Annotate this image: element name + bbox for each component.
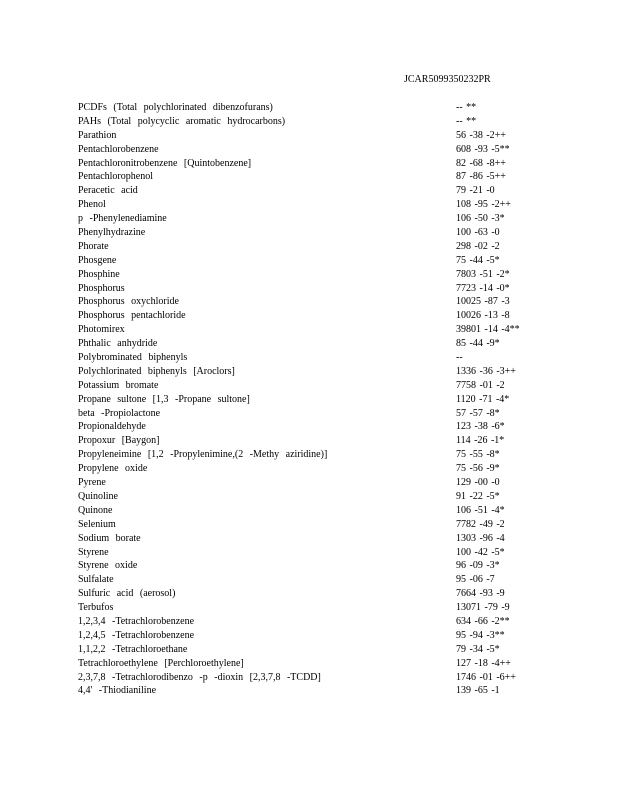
- list-item: [78, 115, 558, 129]
- list-item: [78, 337, 558, 351]
- chemical-name: 1,2,4,5 -Tetrachlorobenzene: [78, 629, 195, 641]
- cas-number: 127 -18 -4++: [456, 657, 511, 669]
- cas-number: 100 -42 -5*: [456, 546, 505, 558]
- list-item: [78, 365, 558, 379]
- chemical-name: PCDFs (Total polychlorinated dibenzofurans): [78, 102, 273, 113]
- list-item: [78, 407, 558, 421]
- cas-number: 1303 -96 -4: [456, 532, 505, 544]
- chemical-name: Styrene: [78, 546, 109, 558]
- list-item: [78, 323, 558, 337]
- chemical-name: 4,4' -Thiodianiline: [78, 685, 157, 697]
- cas-number: 608 -93 -5**: [456, 143, 510, 155]
- chemical-name: Phosphorus: [78, 282, 125, 294]
- cas-number: 129 -00 -0: [456, 477, 500, 489]
- cas-number: -- **: [456, 115, 477, 127]
- cas-number: 39801 -14 -4**: [456, 324, 520, 336]
- cas-number: 91 -22 -5*: [456, 490, 500, 502]
- chemical-name: Phosphorus pentachloride: [78, 310, 186, 322]
- chemical-name: PAHs (Total polycyclic aromatic hydrocarbons): [78, 115, 286, 127]
- chemical-name: Terbufos: [78, 602, 114, 614]
- chemical-name: Phosgene: [78, 254, 117, 266]
- list-item: [78, 101, 558, 115]
- chemical-name: Phthalic anhydride: [78, 338, 158, 350]
- cas-number: 79 -21 -0: [456, 185, 495, 197]
- list-item: [78, 629, 558, 643]
- chemical-name: Sulfalate: [78, 574, 114, 586]
- list-item: [78, 212, 558, 226]
- cas-number: 7758 -01 -2: [456, 379, 505, 391]
- chemical-list: [78, 101, 558, 698]
- cas-number: 79 -34 -5*: [456, 643, 500, 655]
- chemical-name: Propane sultone [1,3 -Propane sultone]: [78, 393, 250, 405]
- list-item: [78, 379, 558, 393]
- chemical-name: Photomirex: [78, 324, 125, 336]
- cas-number: 95 -06 -7: [456, 574, 495, 586]
- chemical-name: Quinoline: [78, 490, 118, 502]
- chemical-name: Pentachlorobenzene: [78, 143, 159, 155]
- cas-number: 85 -44 -9*: [456, 338, 500, 350]
- chemical-name: Selenium: [78, 518, 116, 530]
- cas-number: 75 -44 -5*: [456, 254, 500, 266]
- cas-number: 7803 -51 -2*: [456, 268, 510, 280]
- cas-number: 10026 -13 -8: [456, 310, 510, 322]
- cas-number: --: [456, 352, 463, 364]
- cas-number: 95 -94 -3**: [456, 629, 505, 641]
- cas-number: 7723 -14 -0*: [456, 282, 510, 294]
- cas-number: 634 -66 -2**: [456, 615, 510, 627]
- cas-number: 87 -86 -5++: [456, 171, 506, 183]
- chemical-name: Pentachloronitrobenzene [Quintobenzene]: [78, 157, 252, 169]
- cas-number: 13071 -79 -9: [456, 602, 510, 614]
- cas-number: 106 -50 -3*: [456, 213, 505, 225]
- list-item: [78, 309, 558, 323]
- chemical-name: Propoxur [Baygon]: [78, 435, 160, 447]
- chemical-name: beta -Propiolactone: [78, 407, 161, 419]
- list-item: [78, 504, 558, 518]
- list-item: [78, 268, 558, 282]
- cas-number: 75 -56 -9*: [456, 463, 500, 475]
- list-item: [78, 351, 558, 365]
- chemical-name: Polybrominated biphenyls: [78, 352, 188, 364]
- chemical-name: Pyrene: [78, 477, 106, 489]
- list-item: [78, 684, 558, 698]
- chemical-name: Sulfuric acid (aerosol): [78, 588, 176, 600]
- list-item: [78, 671, 558, 685]
- cas-number: 106 -51 -4*: [456, 504, 505, 516]
- list-item: [78, 587, 558, 601]
- cas-number: -- **: [456, 102, 477, 113]
- chemical-name: Propyleneimine [1,2 -Propylenimine,(2 -Methy aziridine)]: [78, 449, 328, 461]
- list-item: [78, 462, 558, 476]
- chemical-name: Phosphine: [78, 268, 120, 280]
- list-item: [78, 170, 558, 184]
- cas-number: 7782 -49 -2: [456, 518, 505, 530]
- list-item: [78, 657, 558, 671]
- chemical-name: Phorate: [78, 240, 109, 252]
- document-id: JCAR5099350232PR: [404, 74, 491, 85]
- chemical-name: Phosphorus oxychloride: [78, 296, 179, 308]
- chemical-name: Pentachlorophenol: [78, 171, 153, 183]
- chemical-name: Parathion: [78, 129, 117, 141]
- cas-number: 298 -02 -2: [456, 240, 500, 252]
- chemical-name: Peracetic acid: [78, 185, 138, 197]
- list-item: [78, 198, 558, 212]
- chemical-name: Quinone: [78, 504, 113, 516]
- cas-number: 1746 -01 -6++: [456, 671, 516, 683]
- chemical-name: Propylene oxide: [78, 463, 148, 475]
- list-item: [78, 254, 558, 268]
- chemical-name: Propionaldehyde: [78, 421, 146, 433]
- chemical-name: 1,1,2,2 -Tetrachloroethane: [78, 643, 188, 655]
- list-item: [78, 295, 558, 309]
- list-item: [78, 546, 558, 560]
- list-item: [78, 448, 558, 462]
- list-item: [78, 226, 558, 240]
- list-item: [78, 184, 558, 198]
- list-item: [78, 615, 558, 629]
- cas-number: 96 -09 -3*: [456, 560, 500, 572]
- list-item: [78, 157, 558, 171]
- chemical-name: Potassium bromate: [78, 379, 159, 391]
- chemical-name: 1,2,3,4 -Tetrachlorobenzene: [78, 615, 195, 627]
- chemical-name: p -Phenylenediamine: [78, 213, 167, 225]
- list-item: [78, 434, 558, 448]
- list-item: [78, 240, 558, 254]
- cas-number: 1336 -36 -3++: [456, 365, 516, 377]
- list-item: [78, 129, 558, 143]
- cas-number: 114 -26 -1*: [456, 435, 505, 447]
- chemical-name: Polychlorinated biphenyls [Aroclors]: [78, 365, 235, 377]
- cas-number: 75 -55 -8*: [456, 449, 500, 461]
- chemical-name: Styrene oxide: [78, 560, 138, 572]
- chemical-name: 2,3,7,8 -Tetrachlorodibenzo -p -dioxin [2,3,7,8 -TCDD]: [78, 671, 321, 683]
- list-item: [78, 518, 558, 532]
- cas-number: 10025 -87 -3: [456, 296, 510, 308]
- list-item: [78, 559, 558, 573]
- chemical-name: Phenylhydrazine: [78, 227, 146, 239]
- cas-number: 123 -38 -6*: [456, 421, 505, 433]
- cas-number: 108 -95 -2++: [456, 199, 511, 211]
- list-item: [78, 420, 558, 434]
- list-item: [78, 601, 558, 615]
- list-item: [78, 282, 558, 296]
- cas-number: 1120 -71 -4*: [456, 393, 510, 405]
- cas-number: 56 -38 -2++: [456, 129, 506, 141]
- chemical-name: Phenol: [78, 199, 106, 211]
- cas-number: 82 -68 -8++: [456, 157, 506, 169]
- chemical-name: Tetrachloroethylene [Perchloroethylene]: [78, 657, 244, 669]
- list-item: [78, 532, 558, 546]
- list-item: [78, 573, 558, 587]
- list-item: [78, 643, 558, 657]
- list-item: [78, 476, 558, 490]
- chemical-name: Sodium borate: [78, 532, 141, 544]
- list-item: [78, 393, 558, 407]
- cas-number: 100 -63 -0: [456, 227, 500, 239]
- cas-number: 7664 -93 -9: [456, 588, 505, 600]
- list-item: [78, 490, 558, 504]
- list-item: [78, 143, 558, 157]
- cas-number: 57 -57 -8*: [456, 407, 500, 419]
- cas-number: 139 -65 -1: [456, 685, 500, 697]
